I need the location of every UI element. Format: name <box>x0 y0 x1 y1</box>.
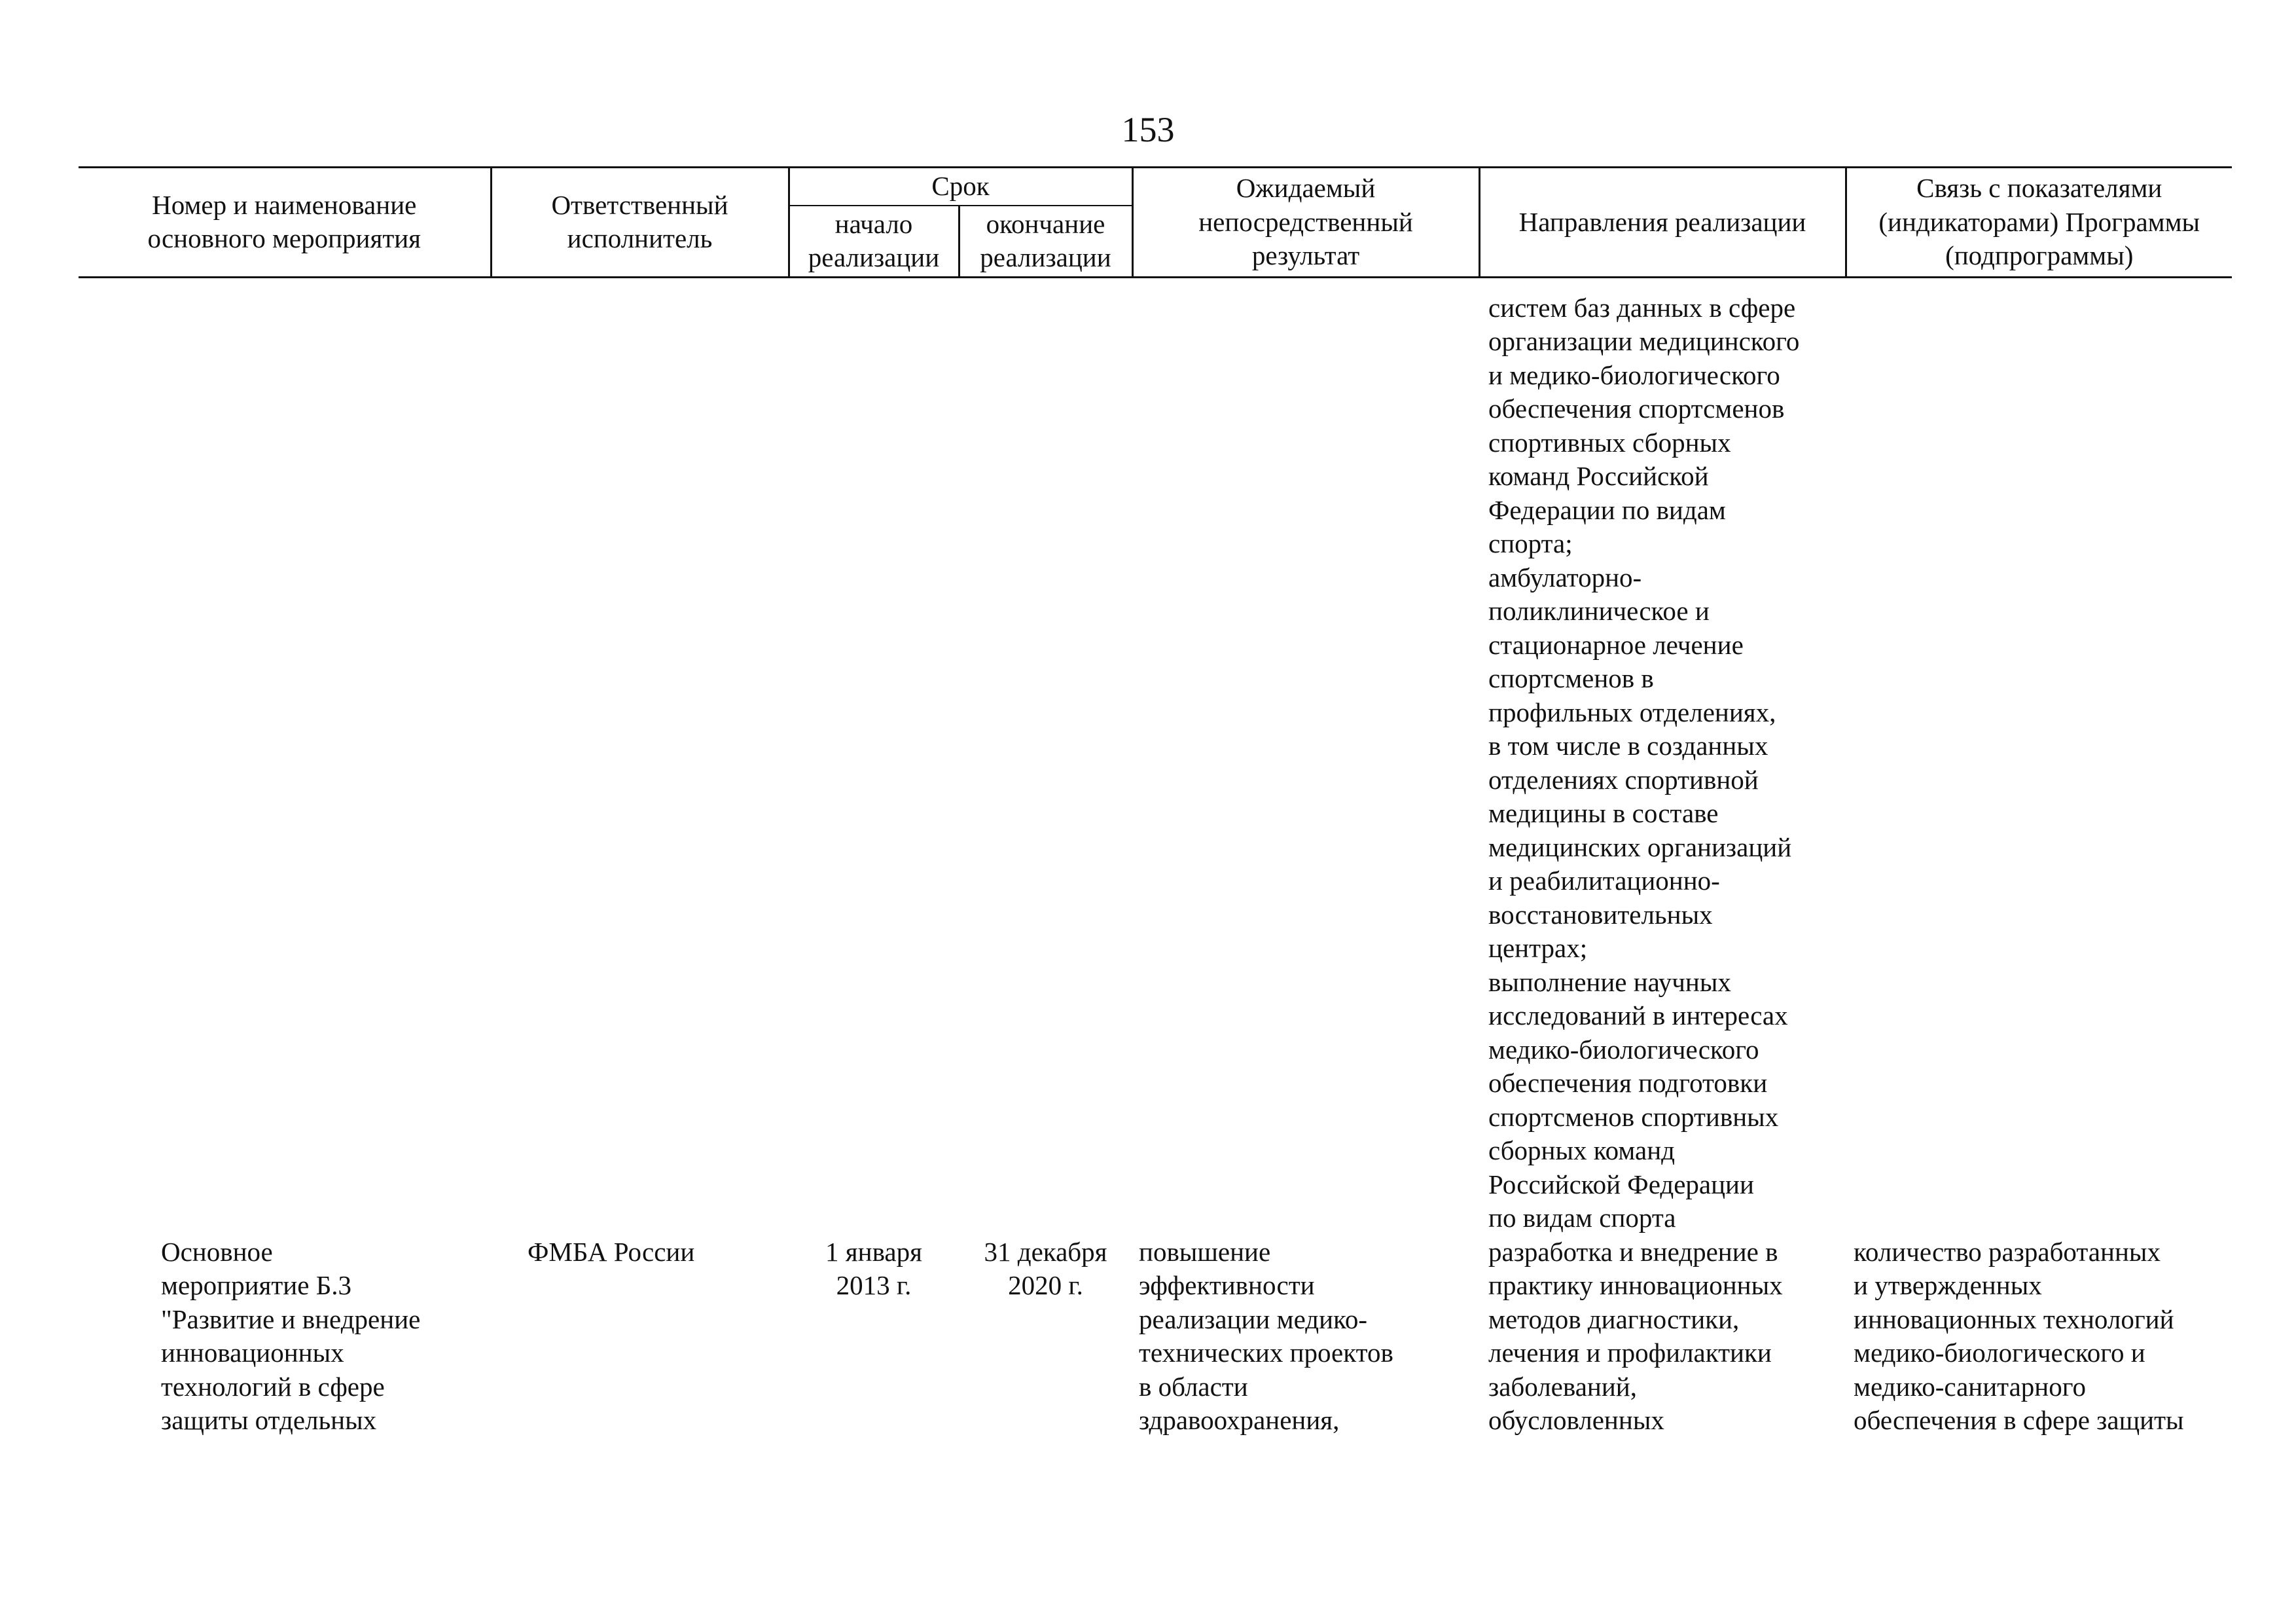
cell-executor <box>491 291 789 1235</box>
header-term: Срок <box>789 168 1132 206</box>
cell-directions: систем баз данных в сфере организации медицинского и медико-биологического обеспечения спортсменов спортивных сборных команд Российской Федерации по видам спорта; амбулаторно- поликлиническое и стационарное лечение спортсменов в профильных отделениях, в том числе в созданных отделениях спортивной медицины в составе медицинских организаций и реабилитационно- восстановительных центрах; выполнение научных исследований в интересах медико-биологического обеспечения подготовки спортсменов спортивных сборных команд Российской Федерации по видам спорта <box>1488 292 1800 1233</box>
header-term-end: окончание реализации <box>959 206 1132 278</box>
cell-end-date <box>959 291 1132 1235</box>
cell-expected-result <box>1132 291 1479 1235</box>
cell-executor: ФМБА России <box>528 1236 695 1267</box>
cell-indicators-link <box>1846 291 2232 1235</box>
table-row <box>79 291 2232 1235</box>
measures-table <box>79 166 2232 1438</box>
header-measure-name: Номер и наименование основного мероприятия <box>79 168 491 278</box>
cell-expected-result: повышение эффективности реализации медико- технических проектов в области здравоохранения, <box>1139 1236 1393 1435</box>
cell-end-date: 31 декабря 2020 г. <box>984 1236 1107 1300</box>
header-executor: Ответственный исполнитель <box>491 168 789 278</box>
table-row <box>79 1235 2232 1438</box>
header-expected-result: Ожидаемый непосредственный результат <box>1132 168 1479 278</box>
cell-measure-name <box>79 291 491 1235</box>
table-body <box>79 277 2232 1438</box>
cell-indicators-link: количество разработанных и утвержденных инновационных технологий медико-биологического и медико-санитарного обеспечения в сфере защиты <box>1854 1236 2184 1435</box>
header-directions: Направления реализации <box>1479 168 1846 278</box>
cell-start-date <box>789 291 959 1235</box>
cell-directions: разработка и внедрение в практику инновационных методов диагностики, лечения и профилактики заболеваний, обусловленных <box>1488 1236 1783 1435</box>
page-number: 153 <box>1121 110 1175 149</box>
header-term-start: начало реализации <box>789 206 959 278</box>
cell-measure-name: Основное мероприятие Б.3 "Развитие и внедрение инновационных технологий в сфере защиты отдельных <box>161 1236 421 1435</box>
header-indicators-link: Связь с показателями (индикаторами) Программы (подпрограммы) <box>1846 168 2232 278</box>
cell-start-date: 1 января 2013 г. <box>825 1236 922 1300</box>
table-header <box>79 168 2232 278</box>
